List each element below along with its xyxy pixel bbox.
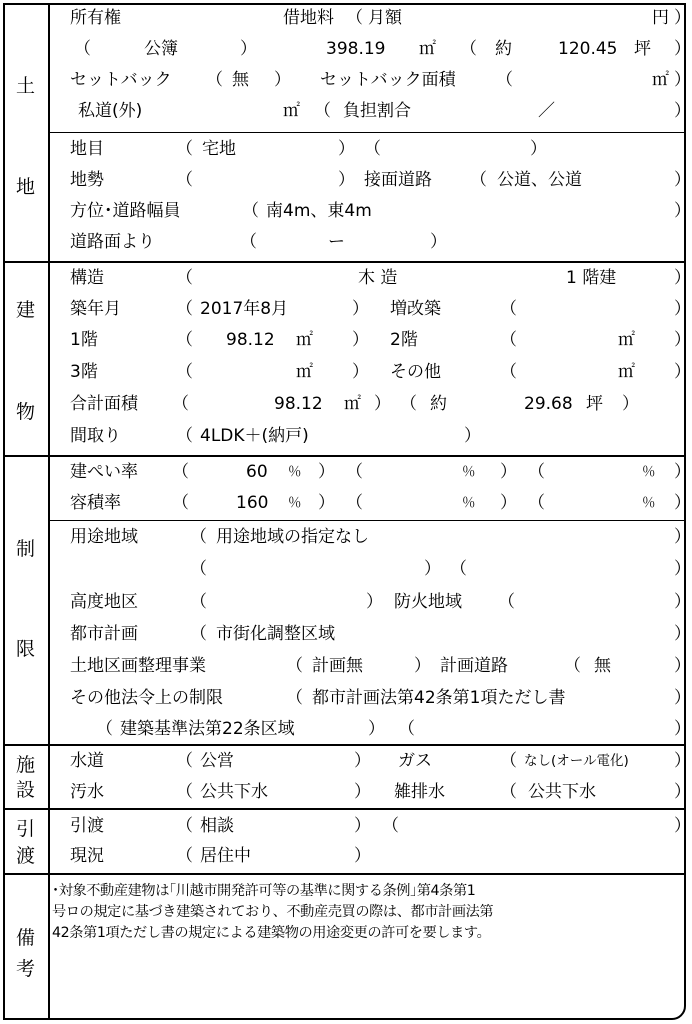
paren: ） (674, 101, 691, 121)
paren: （ (176, 816, 193, 836)
field-label: 地勢 (70, 170, 104, 190)
field-label: 計画道路 (440, 656, 508, 676)
paren: ） (674, 719, 691, 739)
section-label-land-2: 地 (15, 176, 35, 198)
field-label: 都市計画 (70, 624, 138, 644)
paren: （ (172, 493, 189, 513)
unit: ㎡ (283, 101, 300, 121)
field-label: 用途地域 (70, 527, 138, 547)
field-label: 月額 (368, 8, 402, 28)
paren: ） (674, 268, 691, 288)
field-label: 公簿 (144, 39, 178, 59)
land-row-area (0, 35, 692, 65)
field-label: 地目 (70, 139, 104, 159)
unit: ㎡ (419, 39, 436, 59)
paren: （ (498, 592, 515, 612)
field-value: ／ (538, 101, 555, 121)
paren: ） (674, 299, 691, 319)
paren: （ (286, 656, 303, 676)
field-label: 方位･道路幅員 (70, 201, 181, 221)
field-value: 無 (594, 656, 611, 676)
paren: （ (400, 394, 417, 414)
field-value: 相談 (200, 816, 234, 836)
section-label-restriction-2: 限 (15, 638, 35, 660)
paren: ） (674, 201, 691, 221)
field-label: 雑排水 (394, 782, 445, 802)
facility-row-water-gas (0, 747, 692, 777)
field-value: 都市計画法第42条第1項ただし書 (312, 688, 566, 708)
paren: ） (352, 362, 369, 382)
paren: （ (96, 719, 113, 739)
field-value: 居住中 (200, 846, 251, 866)
section-label-handover-1: 引 (15, 818, 35, 840)
restriction-row-land-readjustment (0, 652, 692, 682)
field-value: 公営 (200, 751, 234, 771)
field-label: 現況 (70, 846, 104, 866)
paren: ） (674, 39, 691, 59)
paren: ） (674, 362, 691, 382)
field-value: 29.68 (524, 394, 573, 414)
field-value: 1 階建 (566, 268, 617, 288)
paren: （ (500, 782, 517, 802)
field-label: 引渡 (70, 816, 104, 836)
field-label: 防火地域 (394, 592, 462, 612)
paren: （ (564, 656, 581, 676)
section-label-facility-1: 施 (15, 754, 35, 776)
field-value: 98.12 (226, 330, 275, 350)
paren: （ (176, 426, 193, 446)
field-label: 約 (495, 39, 512, 59)
paren: （ (74, 39, 91, 59)
paren: ） (352, 299, 369, 319)
paren: ） (674, 624, 691, 644)
land-row-ownership (0, 4, 692, 34)
field-value: 建築基準法第22条区域 (120, 719, 295, 739)
paren: （ (240, 232, 257, 252)
paren: （ (314, 101, 331, 121)
unit: 坪 (586, 394, 603, 414)
paren: ） (674, 330, 691, 350)
land-row-land-category (0, 135, 692, 165)
section-label-handover-2: 渡 (15, 845, 35, 867)
unit: ％ (642, 464, 656, 480)
field-label: 1階 (70, 330, 98, 350)
field-value: 市街化調整区域 (216, 624, 335, 644)
remarks-line: 42条第1項ただし書の規定による建築物の用途変更の許可を要します。 (52, 925, 491, 941)
paren: ） (674, 170, 691, 190)
handover-row-status (0, 842, 692, 872)
paren: （ (176, 299, 193, 319)
paren: （ (176, 139, 193, 159)
building-row-floor1-2 (0, 326, 692, 356)
section-label-remarks-2: 考 (15, 958, 35, 980)
paren: ） (354, 751, 371, 771)
paren: ） (318, 462, 335, 482)
field-label: その他法令上の制限 (70, 688, 223, 708)
paren: （ (470, 170, 487, 190)
paren: （ (176, 782, 193, 802)
paren: ） (354, 846, 371, 866)
building-row-total-area (0, 390, 692, 423)
field-value: 公共下水 (528, 782, 596, 802)
field-label: 借地料 (283, 8, 334, 28)
paren: （ (176, 330, 193, 350)
field-label: 間取り (70, 426, 121, 446)
field-label: 増改築 (390, 299, 441, 319)
paren: （ (346, 8, 363, 28)
restriction-row-building-law (0, 715, 692, 745)
restriction-row-floor-ratio (0, 489, 692, 519)
unit: ％ (462, 495, 476, 511)
paren: ） (274, 70, 291, 90)
paren: ） (674, 8, 691, 28)
field-value: 60 (246, 462, 268, 482)
paren: ） (674, 688, 691, 708)
land-row-terrain (0, 166, 692, 196)
paren: ） (318, 493, 335, 513)
field-label: その他 (390, 362, 441, 382)
field-value: 用途地域の指定なし (216, 527, 369, 547)
paren: （ (364, 139, 381, 159)
paren: ） (240, 39, 257, 59)
paren: （ (176, 362, 193, 382)
unit: ％ (288, 495, 302, 511)
field-label: 容積率 (70, 493, 121, 513)
section-label-building-2: 物 (15, 401, 35, 423)
land-row-road-level (0, 228, 692, 258)
field-label: 建ぺい率 (70, 462, 138, 482)
paren: ） (674, 751, 691, 771)
paren: （ (528, 493, 545, 513)
field-value: 160 (236, 493, 269, 513)
building-row-built-date (0, 295, 692, 325)
unit: ％ (462, 464, 476, 480)
restriction-row-coverage (0, 458, 692, 488)
field-value: 公道、公道 (497, 170, 582, 190)
divider-building-restriction (3, 455, 686, 457)
restriction-row-use-zone (0, 523, 692, 553)
paren: ） (674, 592, 691, 612)
field-label: セットバック (70, 70, 172, 90)
paren: ） (622, 394, 639, 414)
field-value: 398.19 (326, 39, 386, 59)
field-label: 合計面積 (70, 394, 138, 414)
paren: （ (176, 751, 193, 771)
field-label: 私道(外) (78, 101, 143, 121)
unit: 坪 (634, 39, 651, 59)
field-label: 構造 (70, 268, 104, 288)
restriction-row-other-laws (0, 684, 692, 714)
paren: ） (354, 782, 371, 802)
remarks-text (52, 881, 686, 944)
paren: （ (346, 493, 363, 513)
field-value: なし(オール電化) (524, 753, 629, 769)
paren: （ (190, 559, 207, 579)
paren: （ (382, 816, 399, 836)
building-row-structure (0, 264, 692, 294)
divider-land-building (3, 261, 686, 263)
land-row-direction (0, 197, 692, 227)
paren: （ (398, 719, 415, 739)
field-value: 98.12 (274, 394, 323, 414)
unit: ㎡ (618, 362, 635, 382)
section-label-remarks-1: 備 (15, 927, 35, 949)
paren: （ (242, 201, 259, 221)
field-label: 接面道路 (364, 170, 432, 190)
paren: ） (674, 527, 691, 547)
divider-facility-handover (3, 808, 686, 810)
restriction-row-city-plan (0, 620, 692, 650)
paren: （ (500, 362, 517, 382)
field-value: 2017年8月 (200, 299, 289, 319)
unit: ㎡ (296, 362, 313, 382)
paren: ） (674, 70, 691, 90)
paren: ） (674, 656, 691, 676)
paren: ） (500, 462, 517, 482)
paren: ） (366, 592, 383, 612)
field-value: 公共下水 (200, 782, 268, 802)
unit: ％ (642, 495, 656, 511)
paren: ） (674, 816, 691, 836)
field-label: ガス (398, 751, 432, 771)
paren: （ (500, 751, 517, 771)
paren: （ (450, 559, 467, 579)
unit: ㎡ (344, 394, 361, 414)
paren: ） (352, 330, 369, 350)
paren: ） (338, 170, 355, 190)
field-label: 築年月 (70, 299, 121, 319)
building-row-floor3-other (0, 358, 692, 388)
paren: ） (674, 462, 691, 482)
unit: ㎡ (618, 330, 635, 350)
paren: （ (286, 688, 303, 708)
paren: （ (190, 592, 207, 612)
field-value: 木 造 (358, 268, 398, 288)
land-row-private-road (0, 97, 692, 127)
field-value: 計画無 (312, 656, 363, 676)
paren: ） (374, 394, 391, 414)
land-row-setback (0, 66, 692, 96)
field-label: 高度地区 (70, 592, 138, 612)
field-label: セットバック面積 (320, 70, 456, 90)
paren: （ (346, 462, 363, 482)
field-label: 水道 (70, 751, 104, 771)
field-label: 土地区画整理事業 (70, 656, 206, 676)
field-label: 汚水 (70, 782, 104, 802)
section-label-building-1: 建 (15, 299, 35, 321)
field-value: 120.45 (558, 39, 618, 59)
paren: ） (464, 426, 481, 446)
paren: （ (176, 268, 193, 288)
paren: ） (674, 782, 691, 802)
paren: （ (500, 299, 517, 319)
paren: （ (190, 624, 207, 644)
field-label: 3階 (70, 362, 98, 382)
field-value: 無 (232, 70, 249, 90)
section-label-restriction-1: 制 (15, 538, 35, 560)
field-label: 所有権 (70, 8, 121, 28)
paren: （ (206, 70, 223, 90)
paren: （ (172, 394, 189, 414)
restriction-row-height-fire (0, 588, 692, 618)
field-value: ー (328, 232, 345, 252)
paren: ） (424, 559, 441, 579)
handover-row-delivery (0, 812, 692, 842)
divider-handover-remarks (3, 873, 686, 875)
field-value: 南4m、東4m (266, 201, 372, 221)
paren: （ (190, 527, 207, 547)
unit: ％ (288, 464, 302, 480)
field-label: 2階 (390, 330, 418, 350)
field-label: 道路面より (70, 232, 155, 252)
paren: ） (338, 139, 355, 159)
unit: ㎡ (296, 330, 313, 350)
unit: 円 (652, 8, 669, 28)
paren: ） (414, 656, 431, 676)
paren: ） (674, 559, 691, 579)
paren: （ (176, 846, 193, 866)
paren: ） (674, 493, 691, 513)
paren: ） (368, 719, 385, 739)
restriction-row-blank (0, 555, 692, 585)
paren: （ (496, 70, 513, 90)
section-label-facility-2: 設 (15, 779, 35, 801)
field-value: 宅地 (202, 139, 236, 159)
paren: （ (528, 462, 545, 482)
paren: （ (176, 170, 193, 190)
paren: （ (172, 462, 189, 482)
paren: ） (430, 232, 447, 252)
remarks-line: ･対象不動産建物は｢川越市開発許可等の基準に関する条例｣第4条第1 (52, 883, 476, 899)
remarks-line: 号ロの規定に基づき建築されており、不動産売買の際は、都市計画法第 (52, 904, 494, 920)
paren: ） (500, 493, 517, 513)
field-value: 4LDK＋(納戸) (200, 426, 309, 446)
unit: ㎡ (652, 70, 669, 90)
field-label: 約 (430, 394, 447, 414)
field-label: 負担割合 (343, 101, 411, 121)
paren: ） (354, 816, 371, 836)
facility-row-sewage (0, 778, 692, 808)
paren: （ (500, 330, 517, 350)
subdivider-land (50, 132, 686, 133)
section-label-land-1: 土 (15, 75, 35, 97)
paren: ） (530, 139, 547, 159)
subdivider-restriction (50, 520, 686, 521)
building-row-layout (0, 422, 692, 452)
paren: （ (460, 39, 477, 59)
